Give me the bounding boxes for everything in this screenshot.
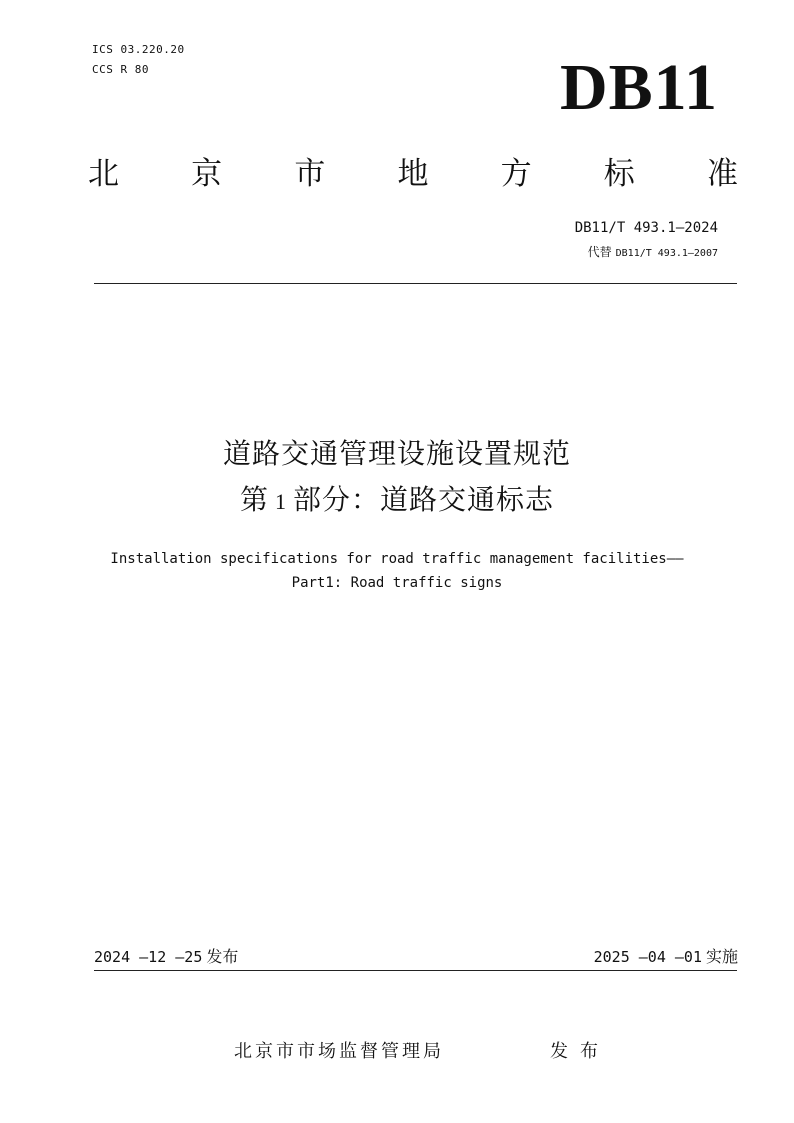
standard-type-char: 北 (88, 156, 119, 192)
standard-type-char: 准 (706, 156, 738, 192)
title-part-suffix: 部分：道路交通标志 (293, 483, 555, 516)
standard-type-char: 市 (294, 156, 326, 192)
header-divider (94, 283, 737, 284)
standard-number: DB11/T 493.1—2024 (574, 220, 718, 236)
title-cn-line1: 道路交通管理设施设置规范 (222, 437, 571, 470)
replaces-line (588, 242, 718, 264)
effective-date (594, 945, 738, 969)
title-part-number: 1 (275, 489, 287, 514)
issuing-authority: 北京市市场监督管理局 (234, 1041, 444, 1062)
ics-code: ICS 03.220.20 (92, 43, 185, 56)
replaces-label: 代替 (587, 245, 612, 259)
replaces-code: DB11/T 493.1—2007 (615, 248, 718, 259)
classification-codes (92, 40, 185, 80)
effective-date-value: 2025 —04 —01 (593, 948, 702, 966)
title-cn-line2 (0, 478, 794, 524)
title-en-line2: Part1: Road traffic signs (291, 575, 503, 591)
issue-date (94, 945, 238, 969)
issuing-action: 发布 (550, 1041, 610, 1062)
effective-date-label: 实施 (705, 947, 738, 966)
standard-type-heading (88, 152, 738, 196)
ccs-code: CCS R 80 (92, 63, 149, 76)
standard-type-char: 方 (500, 156, 532, 192)
footer-divider (94, 970, 737, 971)
db11-logo: DB11 (559, 51, 718, 124)
standard-type-char: 地 (397, 156, 429, 192)
issue-date-label: 发布 (206, 947, 239, 966)
title-en-line1: Installation specifications for road traffic management facilities—— (110, 551, 684, 567)
standard-type-char: 京 (191, 156, 223, 192)
standard-type-char: 标 (603, 156, 635, 192)
title-part-prefix: 第 (239, 483, 269, 516)
issue-date-value: 2024 —12 —25 (94, 948, 203, 966)
